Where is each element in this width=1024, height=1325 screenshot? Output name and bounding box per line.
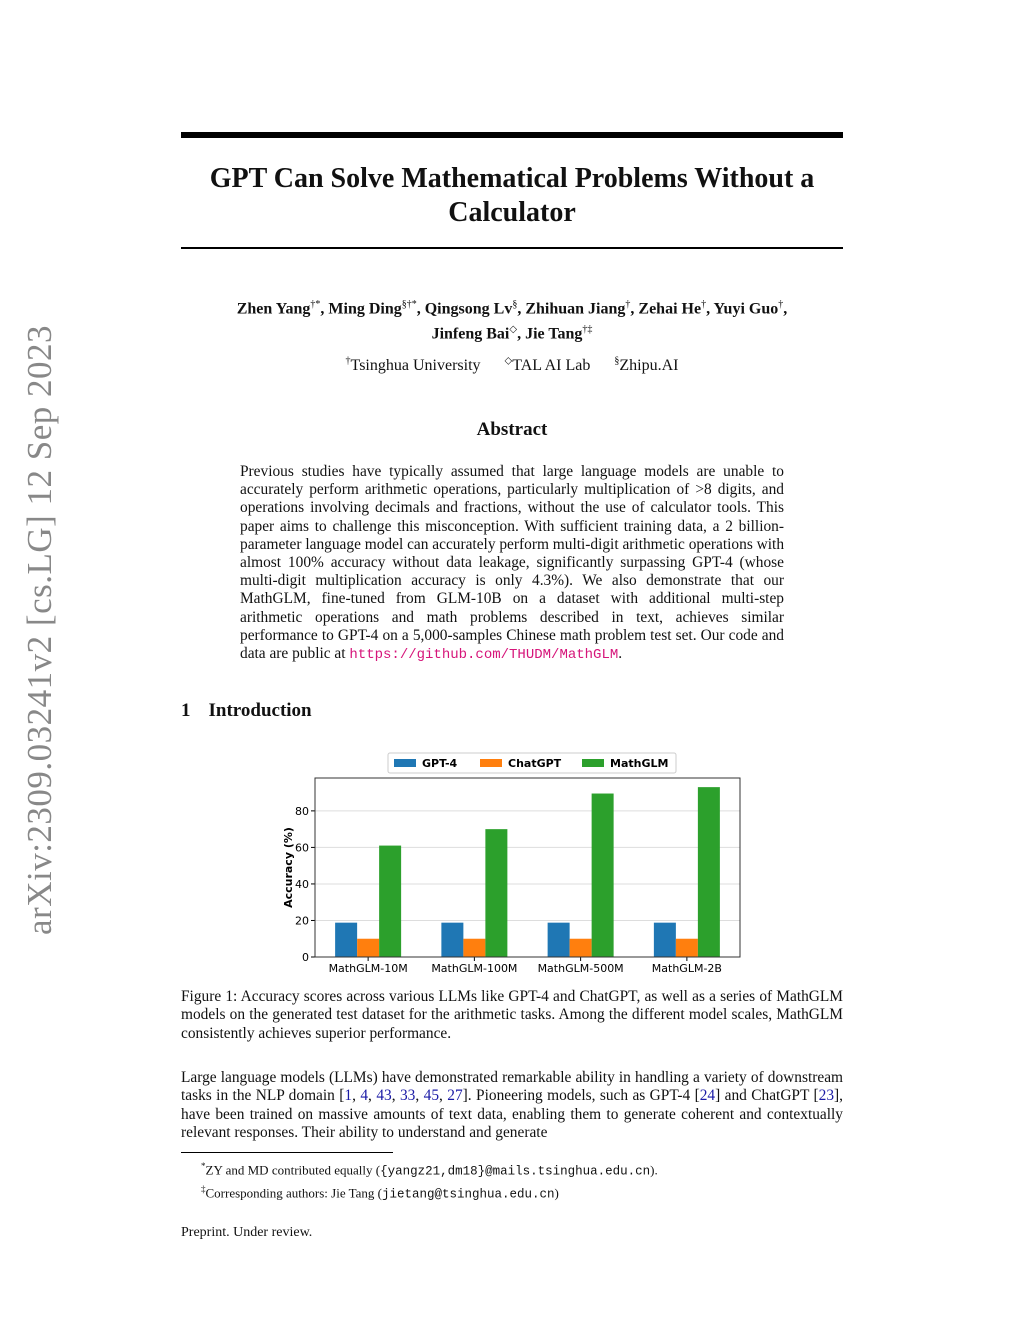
legend-swatch xyxy=(480,759,502,767)
affiliation-3: §Zhipu.AI xyxy=(614,356,679,375)
y-tick-label: 0 xyxy=(302,951,309,964)
author-mark: † xyxy=(778,299,784,310)
legend-swatch xyxy=(394,759,416,767)
citation-link[interactable]: 23 xyxy=(818,1087,835,1105)
affiliation-2: ◇TAL AI Lab xyxy=(504,356,591,375)
affiliation-1: †Tsinghua University xyxy=(345,356,481,375)
author-name: Yuyi Guo xyxy=(713,300,779,318)
citation-link[interactable]: 1 xyxy=(344,1087,353,1105)
citation-link[interactable]: 24 xyxy=(699,1087,716,1105)
author-name: Zhen Yang xyxy=(236,300,311,318)
author-mark: ◇ xyxy=(509,324,518,336)
author-name: Jinfeng Bai xyxy=(431,325,510,343)
bar-chatgpt xyxy=(463,939,485,957)
citation-link[interactable]: 33 xyxy=(399,1087,416,1105)
bar-chatgpt xyxy=(676,939,698,957)
y-tick-label: 80 xyxy=(295,804,309,818)
citation-link[interactable]: 45 xyxy=(423,1087,440,1105)
x-tick-label: MathGLM-100M xyxy=(431,962,518,975)
legend-label: ChatGPT xyxy=(508,757,562,770)
legend-label: MathGLM xyxy=(610,757,669,770)
title-line-2: Calculator xyxy=(448,197,576,228)
section-title: Introduction xyxy=(208,700,312,721)
author-mark: †* xyxy=(310,299,321,310)
x-tick-label: MathGLM-500M xyxy=(537,962,624,975)
x-tick-label: MathGLM-10M xyxy=(328,962,408,975)
author-mark: †‡ xyxy=(582,324,593,336)
legend-swatch xyxy=(582,759,604,767)
author-name: Qingsong Lv xyxy=(424,300,513,318)
y-tick-label: 40 xyxy=(295,877,309,891)
figure-caption: Figure 1: Accuracy scores across various LLMs like GPT-4 and ChatGPT, as well as a series of MathGLM models on the generated test dataset for the arithmetic tasks. Among the different model scales, MathGLM consistently achieves superior performance. xyxy=(181,988,843,1042)
footnote-1: *ZY and MD contributed equally ({yangz21,dm18}@mails.tsinghua.edu.cn). xyxy=(201,1161,658,1179)
author-name: Zhihuan Jiang xyxy=(525,300,626,318)
bar-gpt-4 xyxy=(441,923,463,957)
title-line-1: GPT Can Solve Mathematical Problems Without a xyxy=(209,163,815,194)
author-mark: † xyxy=(701,299,707,310)
section-number: 1 xyxy=(181,700,191,721)
author-mark: § xyxy=(512,299,518,310)
citation-link[interactable]: 27 xyxy=(447,1087,463,1105)
arxiv-identifier: arXiv:2309.03241v2 [cs.LG] 12 Sep 2023 xyxy=(20,324,59,935)
author-mark: † xyxy=(625,299,631,310)
bar-mathglm xyxy=(379,846,401,957)
bar-chatgpt xyxy=(570,939,592,957)
footnote-2: ‡Corresponding authors: Jie Tang (jietang@tsinghua.edu.cn) xyxy=(201,1184,559,1202)
y-tick-label: 60 xyxy=(295,841,309,855)
author-name: Ming Ding xyxy=(328,300,402,318)
legend-label: GPT-4 xyxy=(422,757,458,770)
y-tick-label: 20 xyxy=(295,914,309,928)
plot-frame xyxy=(315,778,740,957)
x-tick-label: MathGLM-2B xyxy=(651,962,722,975)
intro-paragraph: Large language models (LLMs) have demonstrated remarkable ability in handling a variety of downstream tasks in the NLP domain [1, 4, 43, 33, 45, 27]. Pioneering models, such as GPT-4 [24] and ChatGPT [23], have been trained on massive amounts of text data, enabling them to generate coherent and contextually relevant responses. Their ability to understand and generate xyxy=(181,1069,844,1142)
y-axis-label: Accuracy (%) xyxy=(282,827,295,908)
bar-gpt-4 xyxy=(335,923,357,957)
author-list: Zhen Yang†*, Ming Ding§†*, Qingsong Lv§, Zhihuan Jiang†, Zehai He†, Yuyi Guo†, Jinfeng Bai◇, Jie Tang†‡ xyxy=(236,299,788,343)
citation-link[interactable]: 43 xyxy=(376,1087,392,1105)
abstract-body: Previous studies have typically assumed that large language models are unable to accurately perform arithmetic operations, particularly multiplication of >8 digits, and operations involving decimals and fractions, without the use of calculator tools. This paper aims to challenge this misconception. With sufficient training data, a 2 billion-parameter language model can accurately perform multi-digit arithmetic operations with almost 100% accuracy without data leakage, significantly surpassing GPT-4 (whose multi-digit multiplication accuracy is only 4.3%). We also demonstrate that our MathGLM, fine-tuned from GLM-10B on a dataset with additional multi-step arithmetic operations and math problems described in text, achieves similar performance to GPT-4 on a 5,000-samples Chinese math problem test set. Our code and data are public at https://github.com/THUDM/MathGLM. xyxy=(240,463,785,664)
author-name: Jie Tang xyxy=(525,325,583,343)
bar-mathglm xyxy=(592,794,614,957)
preprint-note: Preprint. Under review. xyxy=(181,1225,313,1240)
code-link[interactable]: https://github.com/THUDM/MathGLM xyxy=(349,647,619,664)
citation-link[interactable]: 4 xyxy=(360,1087,369,1105)
bar-chatgpt xyxy=(357,939,379,957)
author-mark: §†* xyxy=(401,299,417,310)
bar-gpt-4 xyxy=(654,923,676,957)
author-name: Zehai He xyxy=(638,300,702,318)
footnotes xyxy=(181,1157,843,1204)
bar-mathglm xyxy=(485,829,507,957)
footnote-rule xyxy=(181,1152,393,1153)
bar-gpt-4 xyxy=(548,923,570,957)
abstract-heading: Abstract xyxy=(476,419,548,440)
bar-mathglm xyxy=(698,787,720,957)
